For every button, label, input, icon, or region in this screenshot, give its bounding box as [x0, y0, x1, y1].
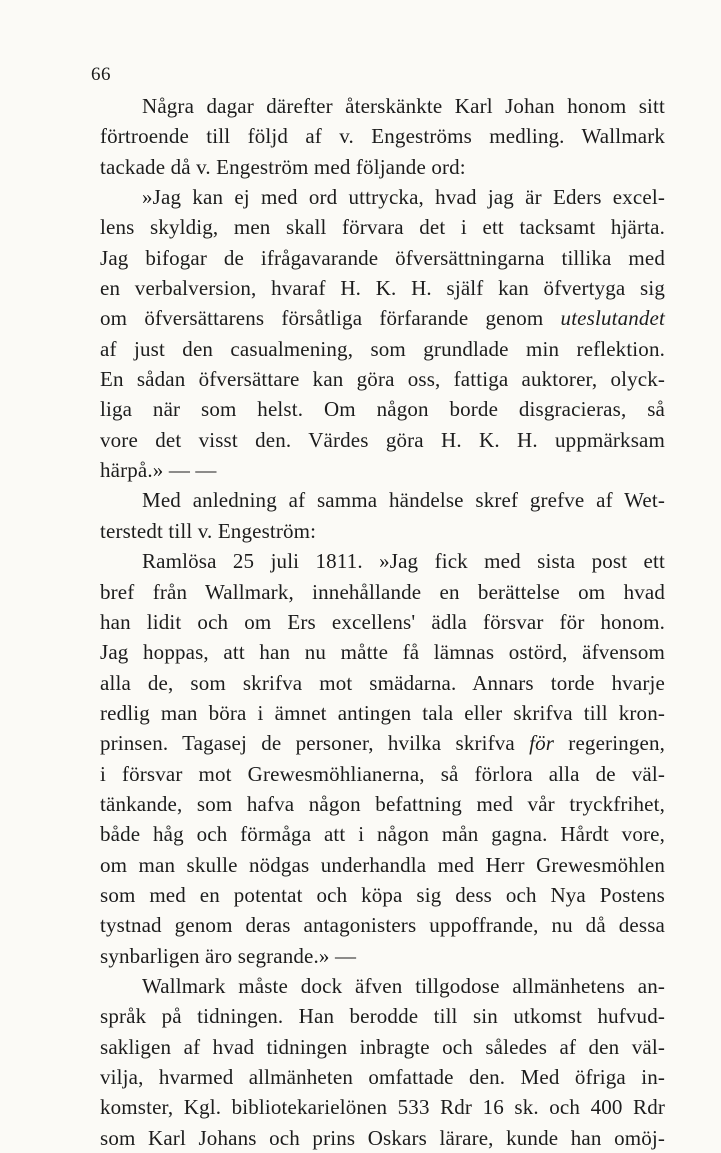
text-line: som Karl Johans och prins Oskars lärare, kunde han omöj-: [100, 1125, 665, 1150]
text-line: som med en potentat och köpa sig dess och Nya Postens: [100, 882, 665, 907]
text-line: vore det visst den. Värdes göra H. K. H. uppmärksam: [100, 427, 665, 452]
text-line: Jag bifogar de ifrågavarande öfversättningarna tillika med: [100, 245, 665, 270]
text-line: både håg och förmåga att i någon mån gagna. Hårdt vore,: [100, 822, 665, 847]
italic-emphasis: uteslutandet: [560, 306, 665, 331]
text-line: i försvar mot Grewesmöhlianerna, så förlora alla de väl-: [100, 761, 665, 786]
text-line: han lidit och om Ers excellens' ädla försvar för honom.: [100, 609, 665, 634]
text-line: Några dagar därefter återskänkte Karl Johan honom sitt: [142, 94, 665, 118]
text-line: bref från Wallmark, innehållande en berättelse om hvad: [100, 579, 665, 604]
text-line: komster, Kgl. bibliotekarielönen 533 Rdr 16 sk. och 400 Rdr: [100, 1095, 665, 1120]
text-line: Wallmark måste dock äfven tillgodose allmänhetens an-: [142, 973, 665, 998]
text-line: af just den casualmening, som grundlade min reflektion.: [100, 336, 665, 361]
text-line: en verbalversion, hvaraf H. K. H. själf kan öfvertyga sig: [100, 276, 665, 301]
text-line: Jag hoppas, att han nu måtte få lämnas ostörd, äfvensom: [100, 640, 665, 665]
text-line: härpå.» — —: [100, 458, 217, 483]
text-line: »Jag kan ej med ord uttrycka, hvad jag är Eders excel-: [142, 185, 665, 210]
text-line: om man skulle nödgas underhandla med Herr Grewesmöhlen: [100, 852, 665, 877]
text-line: Ramlösa 25 juli 1811. »Jag fick med sista post ett: [142, 549, 665, 574]
text-line: sakligen af hvad tidningen inbragte och således af den väl-: [100, 1034, 665, 1059]
text-line: tystnad genom deras antagonisters uppoffrande, nu då dessa: [100, 913, 665, 938]
text-line: tänkande, som hafva någon befattning med vår tryckfrihet,: [100, 791, 665, 816]
text-line: om öfversättarens försåtliga förfarande genom uteslutandet: [100, 306, 665, 331]
text-line: En sådan öfversättare kan göra oss, fattiga auktorer, olyck-: [100, 367, 665, 392]
body-text: [100, 91, 665, 1153]
page-number: 66: [91, 64, 111, 85]
text-line: liga när som helst. Om någon borde disgracieras, så: [100, 397, 665, 422]
text-line: tackade då v. Engeström med följande ord:: [100, 154, 466, 179]
text-line: förtroende till följd af v. Engeströms medling. Wallmark: [100, 124, 665, 149]
text-line: språk på tidningen. Han berodde till sin utkomst hufvud-: [100, 1004, 665, 1029]
text-line: synbarligen äro segrande.» —: [100, 943, 357, 968]
text-line: Med anledning af samma händelse skref grefve af Wet-: [142, 488, 665, 513]
text-line: lens skyldig, men skall förvara det i ett tacksamt hjärta.: [100, 215, 665, 240]
italic-emphasis: för: [529, 731, 555, 756]
text-line: terstedt till v. Engeström:: [100, 518, 317, 543]
text-line: alla de, som skrifva mot smädarna. Annars torde hvarje: [100, 670, 665, 695]
text-line: prinsen. Tagasej de personer, hvilka skrifva för regeringen,: [100, 731, 665, 756]
text-line: redlig man böra i ämnet antingen tala eller skrifva till kron-: [100, 700, 665, 725]
text-line: vilja, hvarmed allmänheten omfattade den. Med öfriga in-: [100, 1065, 665, 1089]
